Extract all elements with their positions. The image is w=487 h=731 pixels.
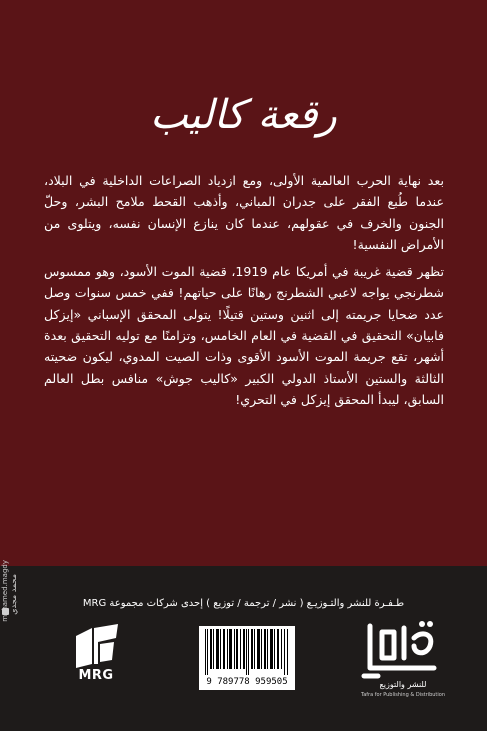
barcode [199, 626, 295, 690]
tafra-english-name: Tafra for Publishing & Distribution [360, 692, 446, 698]
mrg-label: MRG [78, 668, 114, 683]
tafra-name: للنشر والتوزيع [379, 680, 427, 689]
publisher-line: طـفـرة للنشر والتـوزيـع ( نشر / ترجمة / توزيع ) إحدى شركات مجموعة MRG [82, 598, 405, 609]
book-blurb [44, 170, 444, 410]
book-title: رقعة كاليب [150, 92, 337, 138]
designer-handle: mohamed.magdy [1, 560, 9, 622]
barcode-number: 9 789778 959505 [206, 677, 288, 687]
barcode-icon [205, 629, 289, 675]
blurb-paragraph-1: بعد نهاية الحرب العالمية الأولى، ومع ازدياد الصراعات الداخلية في البلاد، عندما طُبع الفقر على جدران المباني، وأذهب القحط ملامح البشر، وحلّ الجنون والخرف في عقولهم، عندما كان ينازع الإنسان نفسه، ويتلوى من الأمراض النفسية! [44, 173, 444, 252]
designer-name: محمد مجدي [9, 574, 18, 615]
blurb-paragraph-2: تظهر قضية غريبة في أمريكا عام 1919، قضية الموت الأسود، وهو ممسوس شطرنجي يواجه لاعبي الشطرنج رهانًا على حياتهم! ففي خمس سنوات وصل عدد ضحايا جريمته إلى اثنين وستين قتيلًا! يتولى المحقق الإسباني «إيزكل فابيان» التحقيق في القضية في العام الخامس، وتزامنًا مع توليه التحقيق بعدة أشهر، تقع جريمة الموت الأسود الأقوى وذات الصيت المدوي، ليكون ضحيته الثالثة والستين الأستاذ الدولي الكبير «كاليب جوش» منافس بطل العالم السابق، ليبدأ المحقق إيزكل في التحري! [44, 264, 444, 407]
